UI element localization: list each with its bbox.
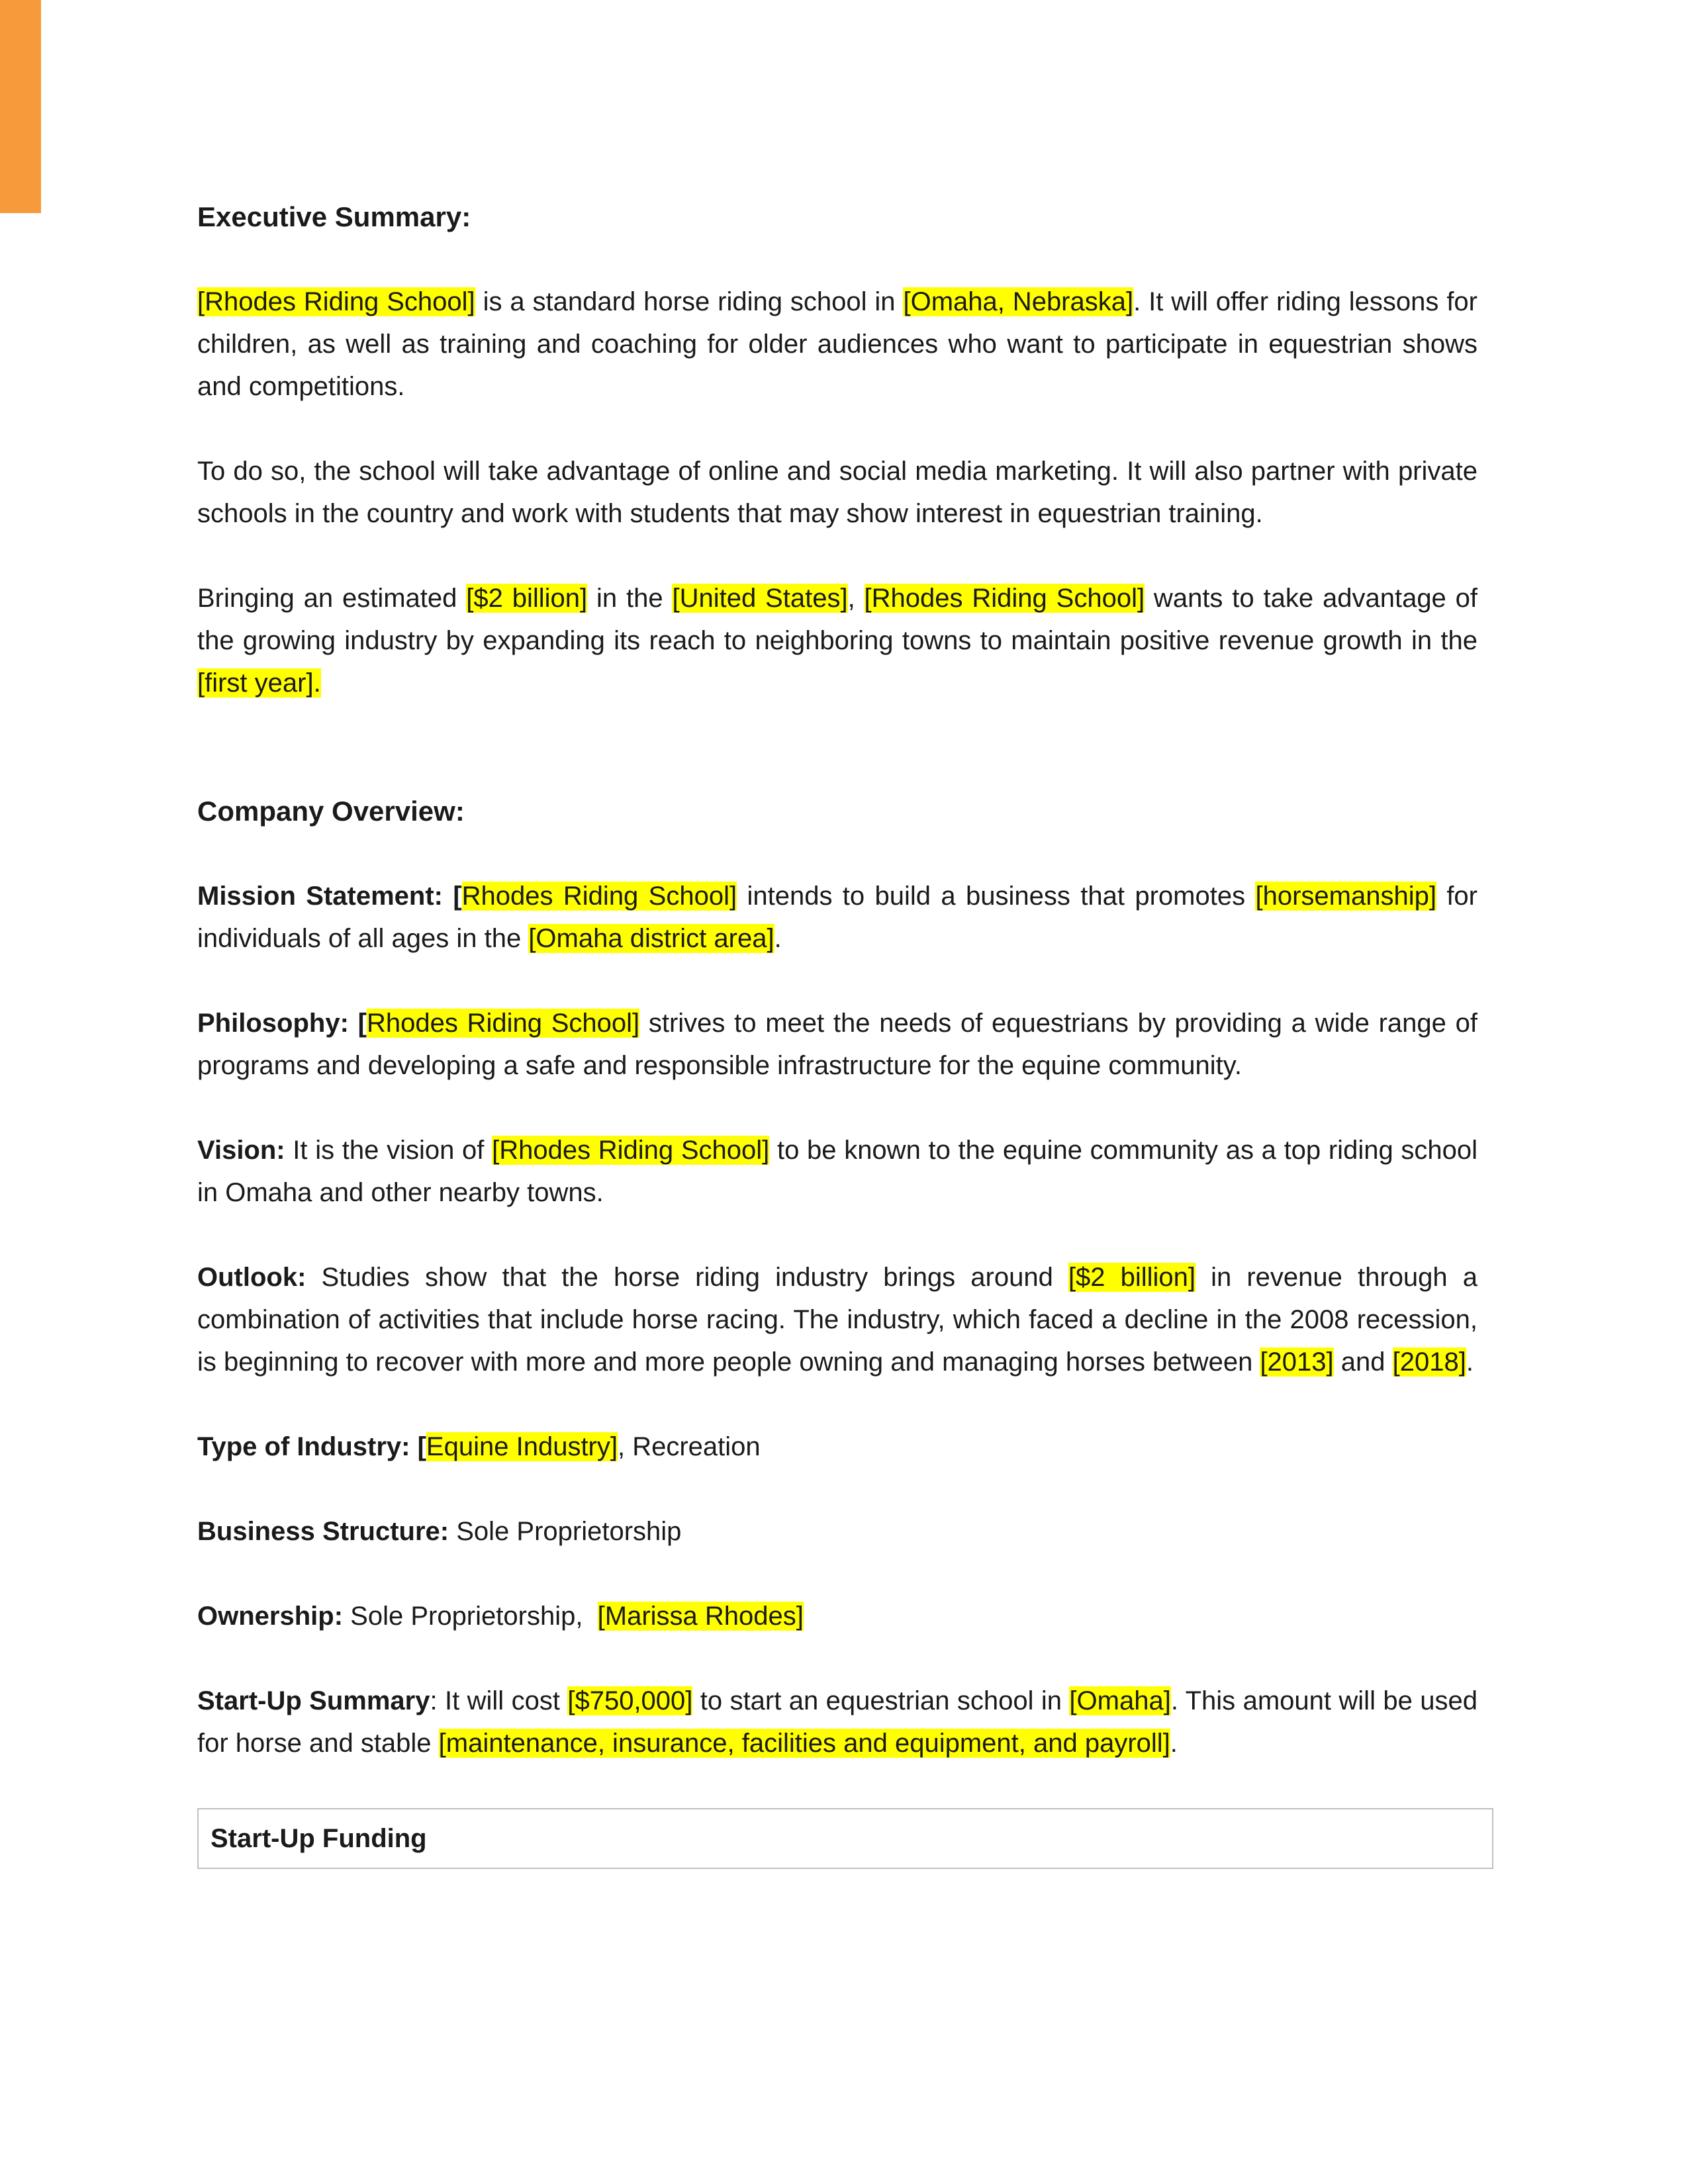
text: Bringing an estimated [197,584,467,613]
highlight-city: [Omaha] [1069,1686,1171,1715]
ownership [197,1595,1477,1637]
industry-label: Type of Industry: [ [197,1432,426,1461]
text: in the [587,584,673,613]
highlight-school-name: [Rhodes Riding School] [864,584,1145,613]
text: strives to meet the needs of equestrians by providing a wide range of programs and developing a safe and responsible infrastructure for the equine community. [197,1009,1477,1080]
philosophy [197,1002,1477,1087]
vision-label: Vision: [197,1136,285,1165]
highlight-location: [Omaha, Nebraska] [903,287,1134,316]
start-up-summary [197,1680,1477,1764]
company-overview-heading: Company Overview: [197,796,465,827]
text: Studies show that the horse riding industry brings around [306,1263,1068,1292]
startup-label: Start-Up Summary [197,1686,430,1715]
highlight-school-name: [Rhodes Riding School] [197,287,475,316]
accent-bar [0,0,41,213]
highlight-timeframe: [first year]. [197,668,321,698]
document-page [197,196,1477,1869]
text: Sole Proprietorship [449,1517,682,1546]
highlight-revenue: [$2 billion] [1068,1263,1196,1292]
highlight-school-name: [Rhodes Riding School] [492,1136,770,1165]
text: . [1466,1347,1474,1377]
highlight-cost: [$750,000] [567,1686,693,1715]
text: : It will cost [430,1686,568,1715]
summary-paragraph-2: To do so, the school will take advantage of online and social media marketing. It will also partner with private schools in the country and work with students that may show interest in equestrian training. [197,457,1477,528]
business-structure [197,1510,1477,1553]
text: for individuals of all ages in the [197,882,1477,953]
summary-paragraph-3 [197,577,1477,704]
mission-statement [197,875,1477,960]
text: , [847,584,865,613]
start-up-funding-title: Start-Up Funding [211,1823,427,1853]
ownership-label: Ownership: [197,1602,344,1631]
highlight-school-name: Rhodes Riding School] [366,1009,640,1038]
text: is a standard horse riding school in [475,287,904,316]
text: . [774,924,782,953]
text: , Recreation [617,1432,761,1461]
text: It is the vision of [285,1136,492,1165]
text: . This amount will be used for horse and stable [197,1686,1477,1758]
text: wants to take advantage of the growing industry by expanding its reach to neighboring towns to maintain positive revenue growth in the [197,584,1478,655]
highlight-country: [United States] [672,584,848,613]
philosophy-label: Philosophy: [ [197,1009,367,1038]
highlight-owner: [Marissa Rhodes] [597,1602,804,1631]
outlook [197,1256,1477,1383]
highlight-cost-items: [maintenance, insurance, facilities and equipment, and payroll] [438,1729,1170,1758]
text: in revenue through a combination of activities that include horse racing. The industry, which faced a decline in the 2008 recession, is beginning to recover with more and more people owning and managing horses between [197,1263,1478,1377]
text: Sole Proprietorship, [343,1602,598,1631]
highlight-revenue: [$2 billion] [466,584,588,613]
summary-paragraph-1 [197,281,1477,408]
text: and [1333,1347,1393,1377]
executive-summary-heading: Executive Summary: [197,201,471,232]
text: to be known to the equine community as a top riding school in Omaha and other nearby towns. [197,1136,1478,1207]
outlook-label: Outlook: [197,1263,306,1292]
text: . [1170,1729,1178,1758]
highlight-year-start: [2013] [1260,1347,1334,1377]
vision [197,1129,1477,1214]
text: . It will offer riding lessons for children, as well as training and coaching for older audiences who want to participate in equestrian shows and competitions. [197,287,1477,401]
highlight-focus: [horsemanship] [1255,882,1436,911]
highlight-year-end: [2018] [1392,1347,1466,1377]
highlight-area: [Omaha district area] [528,924,774,953]
mission-label: Mission Statement: [ [197,882,462,911]
text: to start an equestrian school in [692,1686,1070,1715]
type-of-industry [197,1426,1477,1468]
highlight-industry: Equine Industry] [426,1432,618,1461]
highlight-school-name: Rhodes Riding School] [461,882,737,911]
text: intends to build a business that promotes [737,882,1256,911]
structure-label: Business Structure: [197,1517,449,1546]
start-up-funding-table [197,1808,1493,1869]
